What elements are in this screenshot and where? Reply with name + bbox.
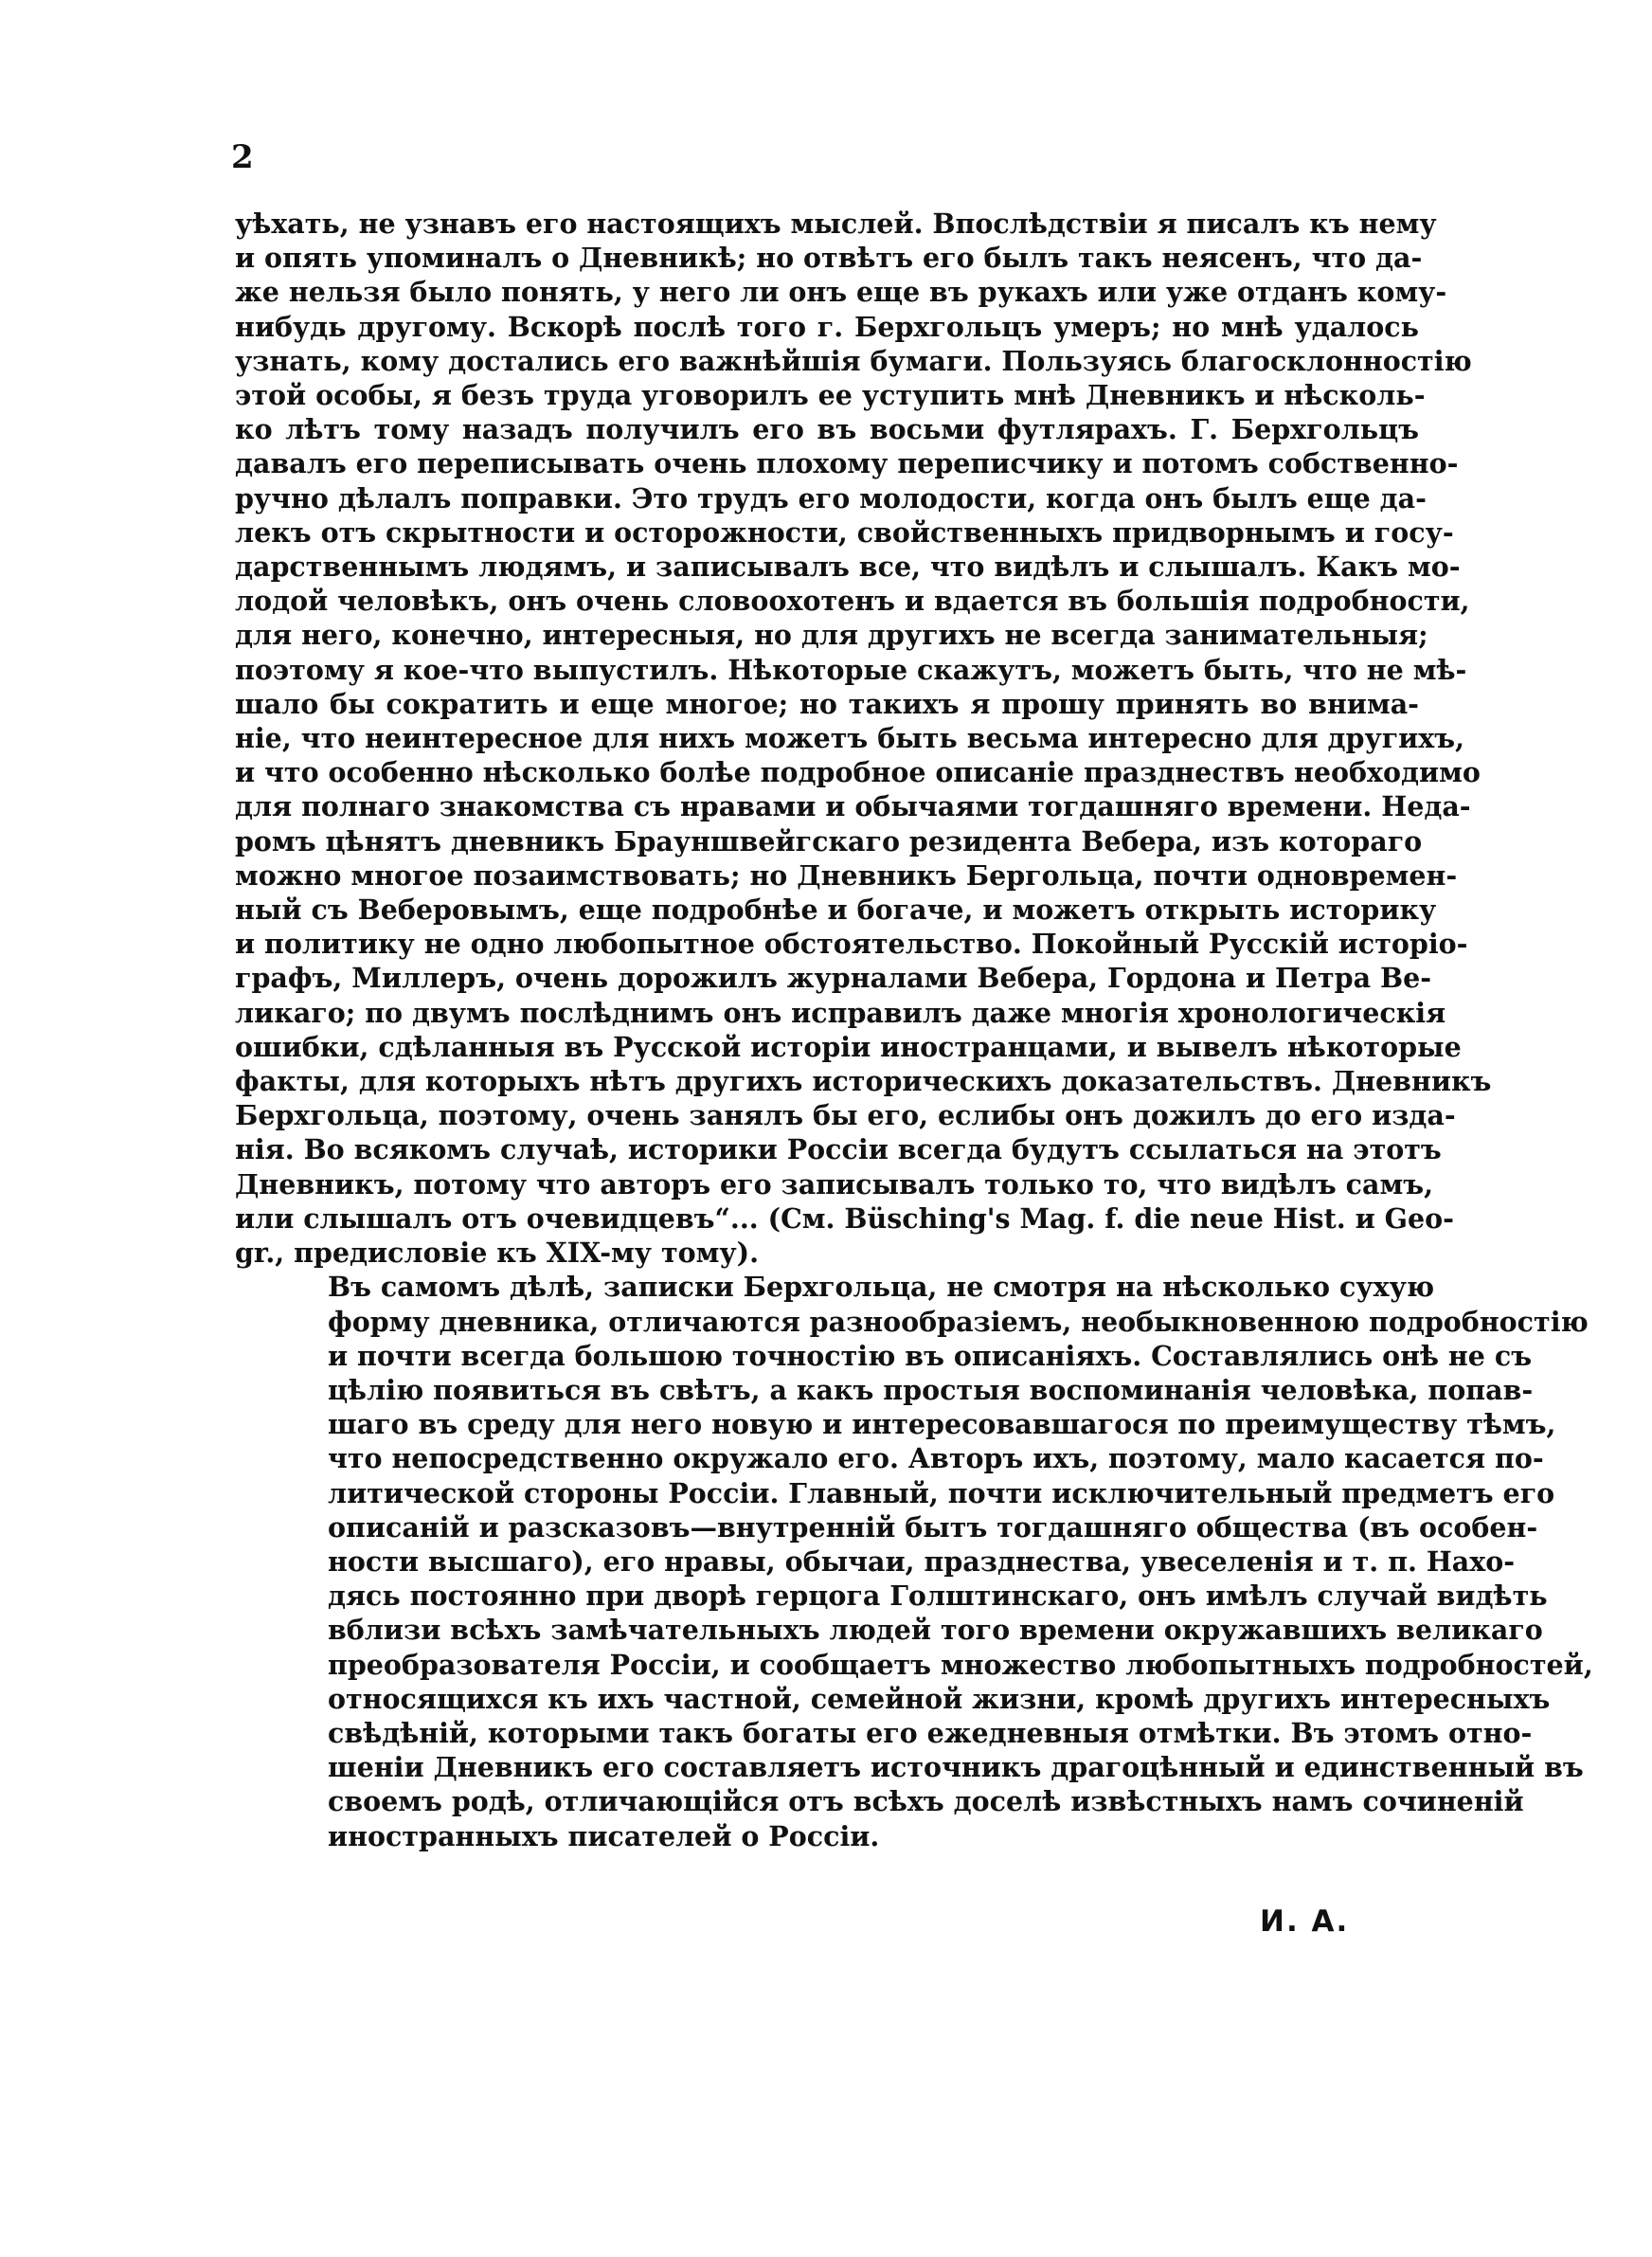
text-line: ный съ Веберовымъ, еще подробнѣе и богаче, и можетъ открыть историку [235, 894, 1437, 927]
text-line: ромъ цѣнятъ дневникъ Брауншвейгскаго резидента Вебера, изъ котораго [235, 824, 1423, 858]
text-line: Въ самомъ дѣлѣ, записки Берхгольца, не смотря на нѣсколько сухую [328, 1271, 1435, 1304]
text-line: ко лѣтъ тому назадъ получилъ его въ восьми футлярахъ. Г. Берхгольцъ [235, 413, 1419, 446]
text-line: описаній и разсказовъ—внутренній бытъ тогдашняго общества (въ особен- [328, 1510, 1538, 1544]
text-line: вблизи всѣхъ замѣчательныхъ людей того времени окружавшихъ великаго [328, 1614, 1543, 1647]
text-line: для полнаго знакомства съ нравами и обычаями тогдашняго времени. Неда- [235, 790, 1471, 823]
text-line: Берхгольца, поэтому, очень занялъ бы его, еслибы онъ дожилъ до его изда- [235, 1099, 1456, 1132]
body-text [235, 207, 1593, 1853]
text-line: литической стороны Россіи. Главный, почти исключительный предметъ его [328, 1476, 1555, 1509]
text-line: дясь постоянно при дворѣ герцога Голштинскаго, онъ имѣлъ случай видѣть [328, 1580, 1548, 1613]
text-line: и политику не одно любопытное обстоятельство. Покойный Русскій исторіо- [235, 928, 1468, 961]
text-line: ности высшаго), его нравы, обычаи, празднества, увеселенія и т. п. Нахо- [328, 1544, 1516, 1578]
text-line: давалъ его переписывать очень плохому переписчику и потомъ собственно- [235, 447, 1459, 480]
text-line: узнать, кому достались его важнѣйшія бумаги. Пользуясь благосклонностію [235, 344, 1472, 377]
paragraph-1 [235, 207, 1492, 1270]
text-line: нія. Во всякомъ случаѣ, историки Россіи всегда будутъ ссылаться на этотъ [235, 1133, 1442, 1166]
text-line: иностранныхъ писателей о Россіи. [328, 1819, 880, 1852]
text-line: gr., предисловіе къ XIX-му тому). [235, 1237, 760, 1270]
text-line: шеніи Дневникъ его составляетъ источникъ драгоцѣнный и единственный въ [328, 1751, 1584, 1784]
text-line: что непосредственно окружало его. Авторъ ихъ, поэтому, мало касается по- [328, 1442, 1544, 1475]
text-line: для него, конечно, интересныя, но для другихъ не всегда занимательныя; [235, 619, 1428, 652]
text-line: ошибки, сдѣланныя въ Русской исторіи иностранцами, и вывелъ нѣкоторые [235, 1030, 1462, 1063]
text-line: относящихся къ ихъ частной, семейной жизни, кромѣ другихъ интересныхъ [328, 1682, 1551, 1715]
text-line: ликаго; по двумъ послѣднимъ онъ исправилъ даже многія хронологическія [235, 996, 1446, 1029]
text-line: нибудь другому. Вскорѣ послѣ того г. Берхгольцъ умеръ; но мнѣ удалось [235, 310, 1419, 343]
text-line: цѣлію появиться въ свѣтъ, а какъ простыя воспоминанія человѣка, попав- [328, 1373, 1534, 1406]
text-line: лодой человѣкъ, онъ очень словоохотенъ и вдается въ большія подробности, [235, 585, 1470, 618]
text-line: же нельзя было понять, у него ли онъ еще въ рукахъ или уже отданъ кому- [235, 276, 1447, 309]
paragraph-2 [235, 1270, 1593, 1852]
text-line: свѣдѣній, которыми такъ богаты его ежедневныя отмѣтки. Въ этомъ отно- [328, 1716, 1533, 1749]
text-line: дарственнымъ людямъ, и записывалъ все, что видѣлъ и слышалъ. Какъ мо- [235, 551, 1461, 584]
text-line: факты, для которыхъ нѣтъ другихъ историческихъ доказательствъ. Дневникъ [235, 1065, 1492, 1098]
text-line: преобразователя Россіи, и сообщаетъ множество любопытныхъ подробностей, [328, 1648, 1593, 1681]
text-line: уѣхать, не узнавъ его настоящихъ мыслей. Впослѣдствіи я писалъ къ нему [235, 208, 1437, 240]
text-line: своемъ родѣ, отличающійся отъ всѣхъ доселѣ извѣстныхъ намъ сочиненій [328, 1785, 1524, 1818]
text-line: Дневникъ, потому что авторъ его записывалъ только то, что видѣлъ самъ, [235, 1167, 1434, 1201]
text-line: форму дневника, отличаются разнообразіемъ, необыкновенною подробностію [328, 1305, 1589, 1338]
text-line: этой особы, я безъ труда уговорилъ ее уступить мнѣ Дневникъ и нѣсколь- [235, 379, 1426, 412]
text-line: и опять упоминалъ о Дневникѣ; но отвѣтъ его былъ такъ неясенъ, что да- [235, 242, 1423, 275]
text-line: и что особенно нѣсколько болѣе подробное описаніе празднествъ необходимо [235, 756, 1481, 789]
page-number: 2 [231, 138, 254, 176]
text-line: поэтому я кое-что выпустилъ. Нѣкоторые скажутъ, можетъ быть, что не мѣ- [235, 653, 1467, 686]
text-line: ручно дѣлалъ поправки. Это трудъ его молодости, когда онъ былъ еще да- [235, 481, 1427, 515]
author-signature: И. А. [1260, 1905, 1350, 1939]
text-line: ніе, что неинтересное для нихъ можетъ быть весьма интересно для другихъ, [235, 722, 1465, 755]
text-line: можно многое позаимствовать; но Дневникъ Бергольца, почти одновремен- [235, 858, 1458, 892]
text-line: графъ, Миллеръ, очень дорожилъ журналами Вебера, Гордона и Петра Ве- [235, 962, 1432, 995]
text-line: шаго въ среду для него новую и интересовавшагося по преимуществу тѣмъ, [328, 1408, 1556, 1441]
text-line: шало бы сократить и еще многое; но такихъ я прошу принять во внима- [235, 687, 1419, 720]
text-line: и почти всегда большою точностію въ описаніяхъ. Составлялись онѣ не съ [328, 1339, 1533, 1372]
text-line: или слышалъ отъ очевидцевъ“... (См. Büsching's Mag. f. die neue Hist. и Geo- [235, 1201, 1454, 1235]
text-line: лекъ отъ скрытности и осторожности, свойственныхъ придворнымъ и госу- [235, 515, 1454, 549]
